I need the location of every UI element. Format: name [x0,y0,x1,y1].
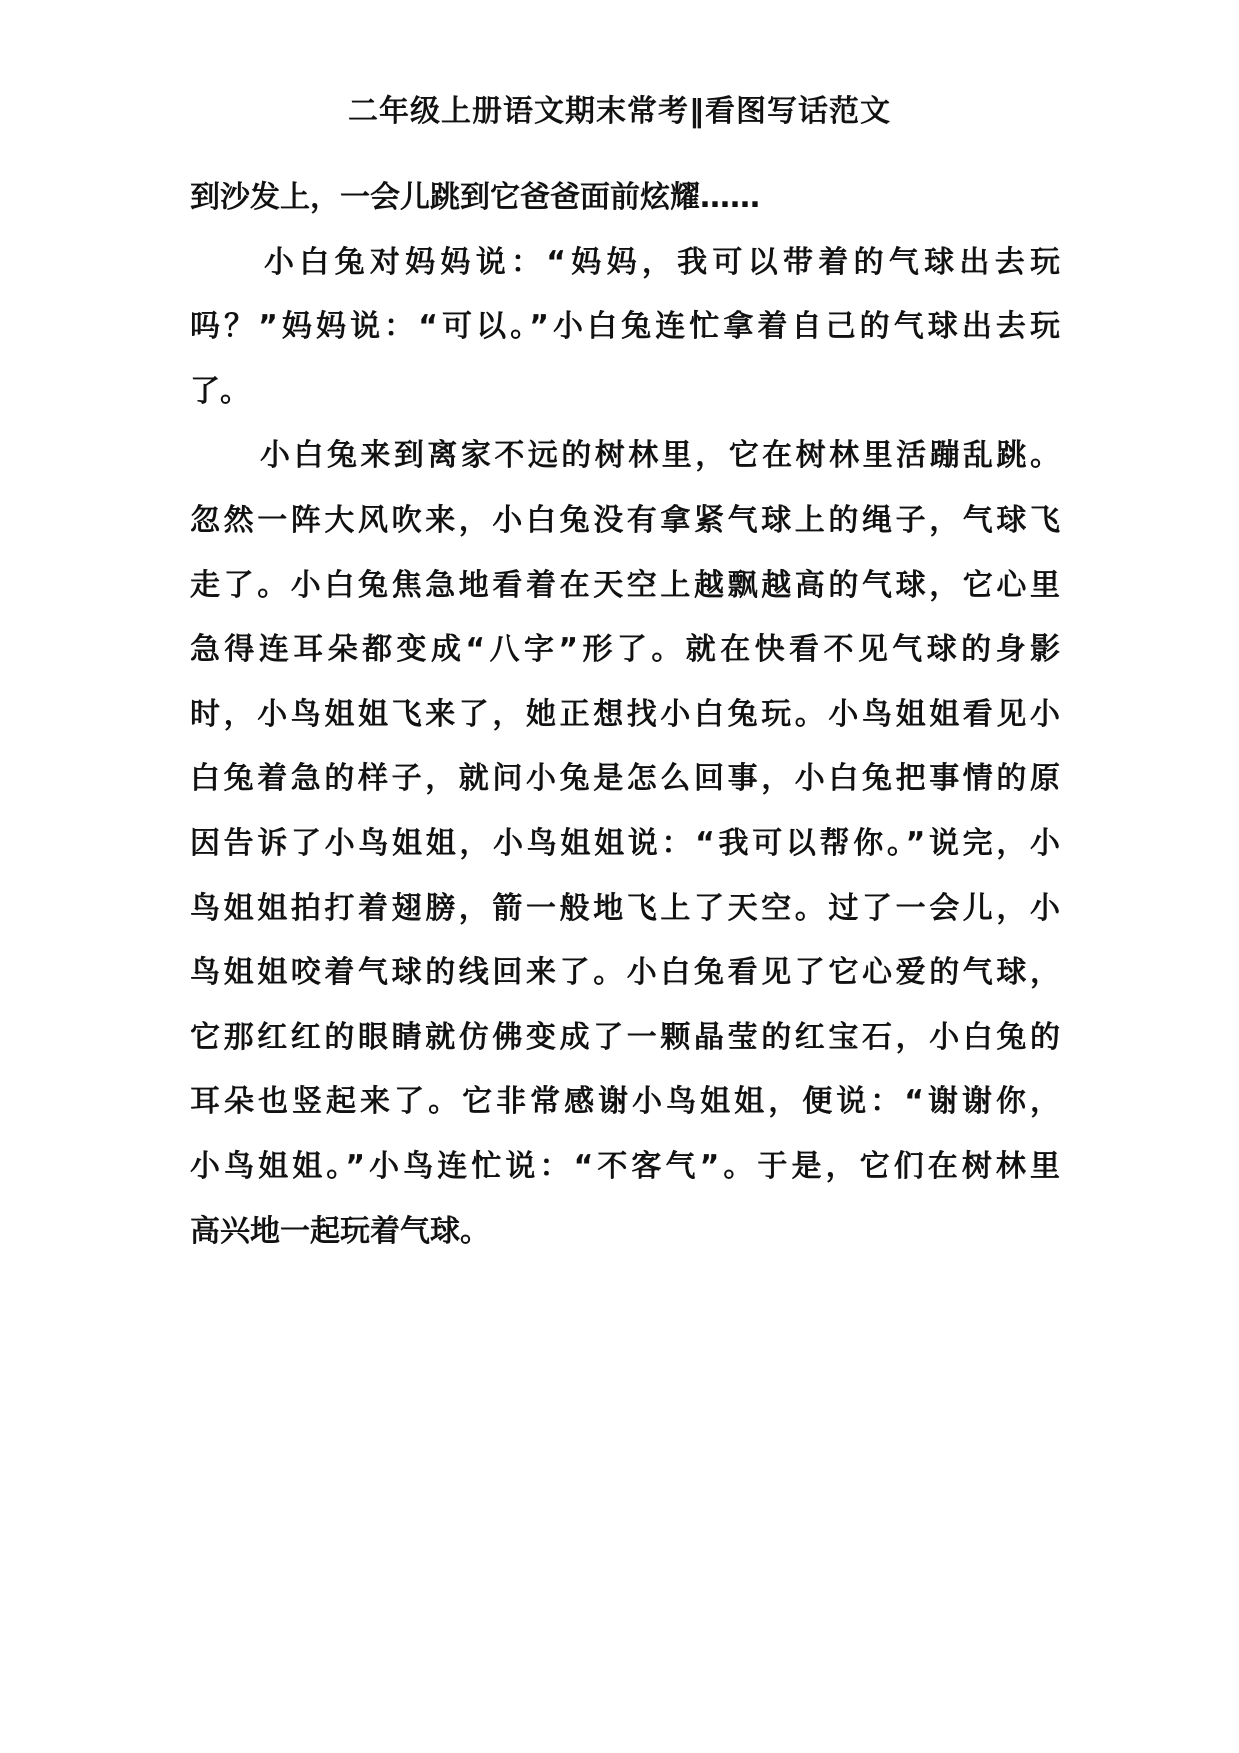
document-body [190,166,1060,1264]
text-line: 吗？”妈妈说：“可以。”小白兔连忙拿着自己的气球出去玩 [190,309,1060,345]
text-line: 小白兔来到离家不远的树林里，它在树林里活蹦乱跳。 [260,438,1060,474]
text-line: 耳朵也竖起来了。它非常感谢小鸟姐姐，便说：“谢谢你， [190,1084,1060,1120]
text-line: 走了。小白兔焦急地看着在天空上越飘越高的气球，它心里 [190,567,1060,603]
text-line: 小白兔对妈妈说：“妈妈，我可以带着的气球出去玩 [264,244,1060,280]
text-line: 因告诉了小鸟姐姐，小鸟姐姐说：“我可以帮你。”说完，小 [190,825,1060,861]
text-line: 忽然一阵大风吹来，小白兔没有拿紧气球上的绳子，气球飞 [190,502,1060,538]
text-line: 高兴地一起玩着气球。 [190,1213,490,1249]
document-title: 二年级上册语文期末常考‖看图写话范文 [348,94,891,129]
text-line: 了。 [190,373,250,409]
text-line: 鸟姐姐拍打着翅膀，箭一般地飞上了天空。过了一会儿，小 [190,890,1060,926]
text-line: 急得连耳朵都变成“八字”形了。就在快看不见气球的身影 [190,632,1060,668]
text-line: 时，小鸟姐姐飞来了，她正想找小白兔玩。小鸟姐姐看见小 [190,696,1060,732]
text-line: 到沙发上，一会儿跳到它爸爸面前炫耀…… [190,180,760,215]
text-line: 白兔着急的样子，就问小兔是怎么回事，小白兔把事情的原 [190,761,1060,797]
text-line: 小鸟姐姐。”小鸟连忙说：“不客气”。于是，它们在树林里 [190,1148,1060,1184]
text-line: 它那红红的眼睛就仿佛变成了一颗晶莹的红宝石，小白兔的 [190,1019,1060,1055]
text-line: 鸟姐姐咬着气球的线回来了。小白兔看见了它心爱的气球， [190,955,1060,991]
